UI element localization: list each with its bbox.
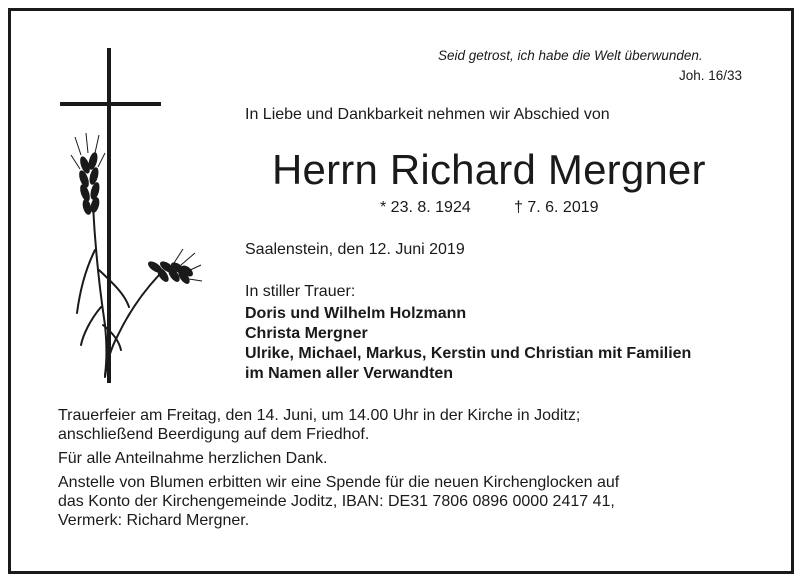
deceased-name: Herrn Richard Mergner bbox=[272, 146, 706, 193]
bible-verse: Seid getrost, ich habe die Welt überwunden. bbox=[438, 48, 703, 63]
death-date: † 7. 6. 2019 bbox=[514, 199, 599, 216]
mourner-line: Christa Mergner bbox=[245, 325, 368, 342]
donation-line: das Konto der Kirchengemeinde Joditz, IBAN: DE31 7806 0896 0000 2417 41, bbox=[58, 493, 615, 510]
place-and-date: Saalenstein, den 12. Juni 2019 bbox=[245, 241, 465, 258]
footer-info bbox=[58, 406, 619, 530]
birth-date: * 23. 8. 1924 bbox=[380, 199, 471, 216]
mourners-list bbox=[245, 304, 691, 384]
intro-text: In Liebe und Dankbarkeit nehmen wir Abschied von bbox=[245, 106, 610, 123]
cross-with-wheat-icon bbox=[55, 45, 205, 390]
service-info-line: Trauerfeier am Freitag, den 14. Juni, um 14.00 Uhr in der Kirche in Joditz; bbox=[58, 407, 581, 424]
mourner-line: im Namen aller Verwandten bbox=[245, 365, 454, 382]
mourning-heading: In stiller Trauer: bbox=[245, 283, 356, 300]
donation-line: Anstelle von Blumen erbitten wir eine Spende für die neuen Kirchenglocken auf bbox=[58, 474, 620, 491]
mourner-line: Ulrike, Michael, Markus, Kerstin und Christian mit Familien bbox=[245, 345, 692, 362]
mourner-line: Doris und Wilhelm Holzmann bbox=[245, 305, 467, 322]
donation-line: Vermerk: Richard Mergner. bbox=[58, 512, 250, 529]
bible-verse-reference: Joh. 16/33 bbox=[678, 68, 742, 83]
thanks-line: Für alle Anteilnahme herzlichen Dank. bbox=[58, 450, 328, 467]
service-info-line: anschließend Beerdigung auf dem Friedhof. bbox=[58, 426, 370, 443]
